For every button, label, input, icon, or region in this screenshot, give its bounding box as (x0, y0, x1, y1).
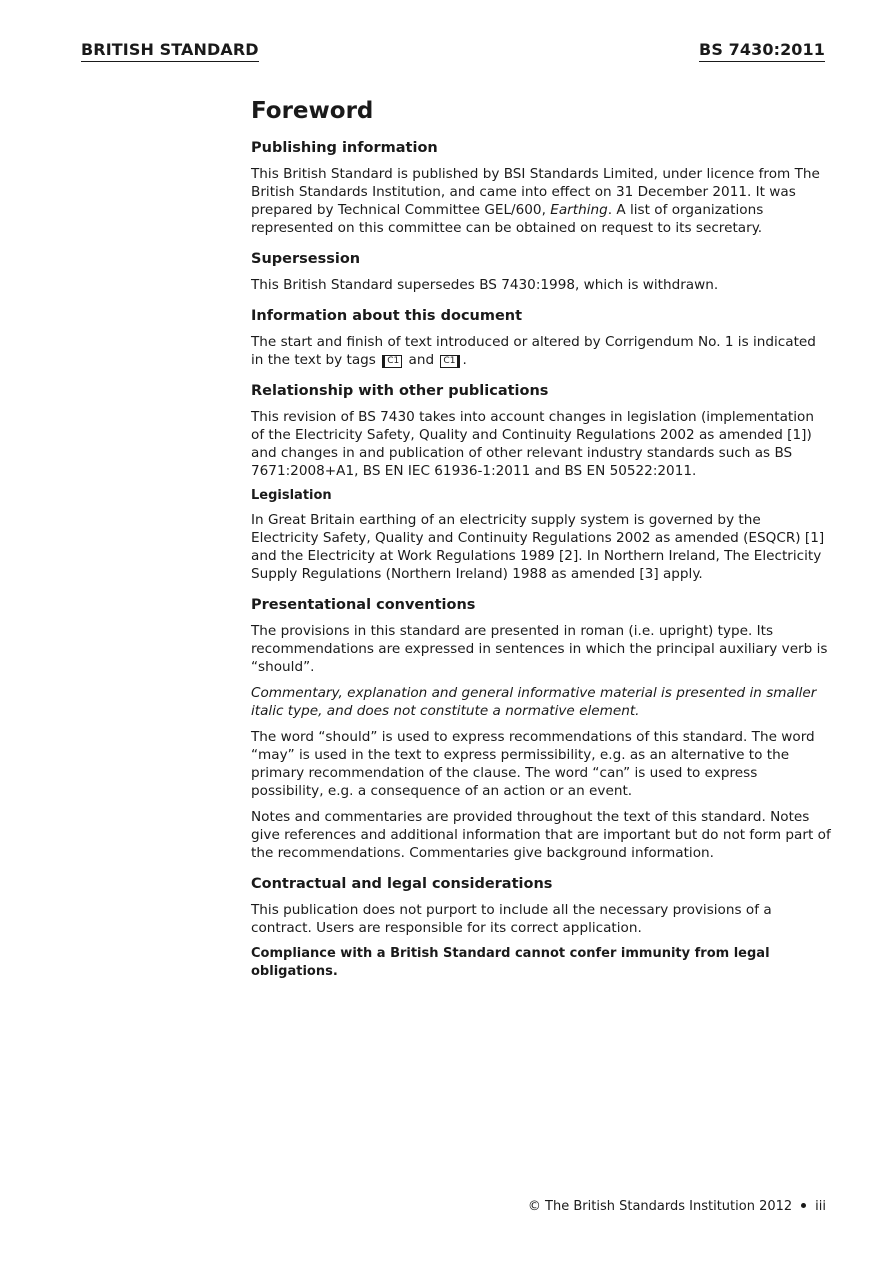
committee-name: Earthing (550, 202, 608, 218)
section-presentational (251, 597, 831, 862)
section-info (251, 308, 831, 369)
presentational-p1: The provisions in this standard are presented in roman (i.e. upright) type. Its recommendations are expressed in sentences in which the principal auxiliary verb is “should”. (251, 623, 828, 675)
section-supersession (251, 251, 831, 294)
document-body (251, 98, 831, 995)
presentational-p2: Commentary, explanation and general informative material is presented in smaller italic type, and does not constitute a normative element. (251, 685, 817, 719)
section-relationship (251, 383, 831, 583)
corrigendum-start-tag-icon: C1 (382, 355, 402, 368)
header-standard-label: BRITISH STANDARD (81, 40, 259, 62)
presentational-heading: Presentational conventions (251, 597, 476, 613)
relationship-text: This revision of BS 7430 takes into account changes in legislation (implementation of the Electricity Safety, Quality and Continuity Regulations 2002 as amended [1]) and changes in and publication of other relevant industry standards such as BS 7671:2008+A1, BS EN IEC 61936-1:2011 and BS EN 50522:2011. (251, 409, 814, 479)
supersession-heading: Supersession (251, 251, 361, 267)
publishing-text: This British Standard is published by BSI Standards Limited, under licence from The British Standards Institution, and came into effect on 31 December 2011. It was prepared by Technical Committee GEL/600, Earthing. A list of organizations represented on this committee can be obtained on request to its secretary. (251, 166, 820, 236)
legislation-heading: Legislation (251, 488, 332, 503)
corrigendum-end-tag-icon: C1 (440, 355, 460, 368)
relationship-heading: Relationship with other publications (251, 383, 549, 399)
copyright-notice: © The British Standards Institution 2012 (527, 1199, 793, 1214)
presentational-p4: Notes and commentaries are provided throughout the text of this standard. Notes give references and additional information that are important but do not form part of the recommendations. Commentaries give background information. (251, 809, 831, 861)
page-title: Foreword (251, 98, 374, 124)
info-text: The start and finish of text introduced or altered by Corrigendum No. 1 is indicated in the text by tags C1 and C1 . (251, 334, 816, 368)
header-standard-number: BS 7430:2011 (699, 40, 825, 62)
page-number: iii (815, 1199, 826, 1214)
contractual-heading: Contractual and legal considerations (251, 876, 553, 892)
presentational-p3: The word “should” is used to express recommendations of this standard. The word “may” is used in the text to express permissibility, e.g. as an alternative to the primary recommendation of the clause. The word “can” is used to express possibility, e.g. a consequence of an action or an event. (251, 729, 815, 799)
contractual-p2: Compliance with a British Standard cannot confer immunity from legal obligations. (251, 946, 770, 979)
publishing-heading: Publishing information (251, 140, 438, 156)
info-heading: Information about this document (251, 308, 523, 324)
supersession-text: This British Standard supersedes BS 7430:1998, which is withdrawn. (251, 277, 719, 293)
legislation-text: In Great Britain earthing of an electricity supply system is governed by the Electricity Safety, Quality and Continuity Regulations 2002 as amended (ESQCR) [1] and the Electricity at Work Regulations 1989 [2]. In Northern Ireland, The Electricity Supply Regulations (Northern Ireland) 1988 as amended [3] apply. (251, 512, 825, 582)
contractual-p1: This publication does not purport to include all the necessary provisions of a contract. Users are responsible for its correct application. (251, 902, 772, 936)
bullet-separator-icon (801, 1203, 806, 1208)
page-footer (528, 1199, 826, 1214)
section-contractual (251, 876, 831, 981)
section-publishing (251, 140, 831, 237)
